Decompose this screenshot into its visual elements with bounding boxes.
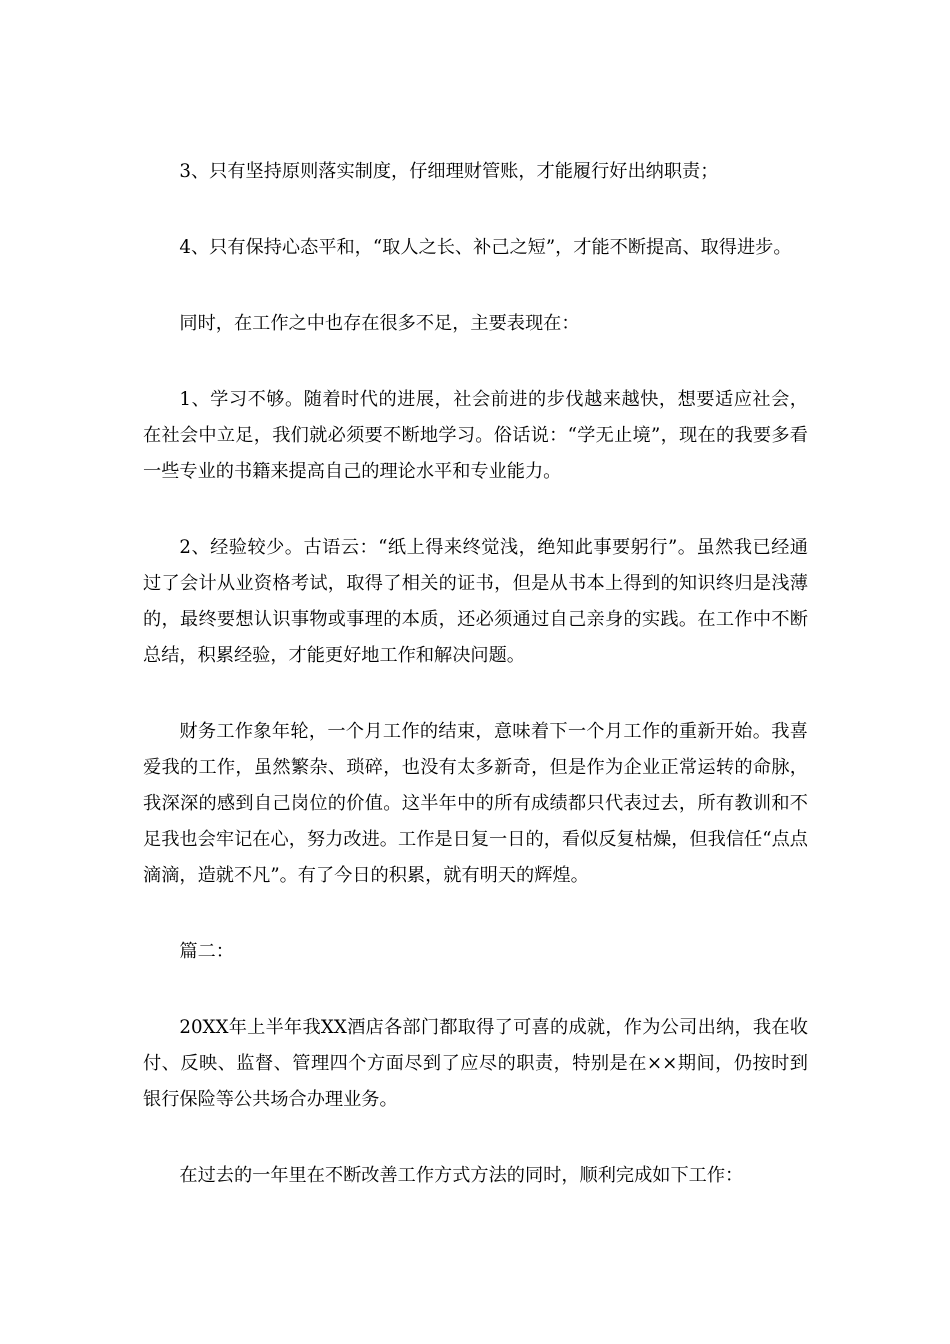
paragraph-completed-work-intro: 在过去的一年里在不断改善工作方式方法的同时，顺利完成如下工作： <box>179 1165 744 1186</box>
paragraph-finance-work: 财务工作象年轮，一个月工作的结束，意味着下一个月工作的重新开始。我喜爱我的工作，虽然繁杂、琐碎，也没有太多新奇，但是作为企业正常运转的命脉，我深深的感到自己岗位的价值。这半年中的所有成绩都只代表过去，所有教训和不足我也会牢记在心，努力改进。工作是日复一日的，看似反复枯燥，但我信任“点点滴滴，造就不凡”。有了今日的积累，就有明天的辉煌。 <box>143 721 808 886</box>
paragraph-item-4: 4、只有保持心态平和，“取人之长、补己之短”，才能不断提高、取得进步。 <box>179 237 792 258</box>
document-body <box>143 154 808 1233</box>
paragraph-item-3: 3、只有坚持原则落实制度，仔细理财管账，才能履行好出纳职责； <box>179 161 719 182</box>
paragraph-learning: 1、学习不够。随着时代的进展，社会前进的步伐越来越快，想要适应社会，在社会中立足，我们就必须要不断地学习。俗话说：“学无止境”，现在的我要多看一些专业的书籍来提高自己的理论水平和专业能力。 <box>143 389 808 482</box>
section-heading-part-two: 篇二： <box>179 941 234 962</box>
paragraph-shortcomings-intro: 同时，在工作之中也存在很多不足，主要表现在： <box>179 313 580 334</box>
paragraph-experience: 2、经验较少。古语云：“纸上得来终觉浅，绝知此事要躬行”。虽然我已经通过了会计从业资格考试，取得了相关的证书，但是从书本上得到的知识终归是浅薄的，最终要想认识事物或事理的本质，还必须通过自己亲身的实践。在工作中不断总结，积累经验，才能更好地工作和解决问题。 <box>143 537 808 666</box>
paragraph-half-year-summary: 20XX年上半年我XX酒店各部门都取得了可喜的成就，作为公司出纳，我在收付、反映、监督、管理四个方面尽到了应尽的职责，特别是在××期间，仍按时到银行保险等公共场合办理业务。 <box>143 1017 808 1110</box>
